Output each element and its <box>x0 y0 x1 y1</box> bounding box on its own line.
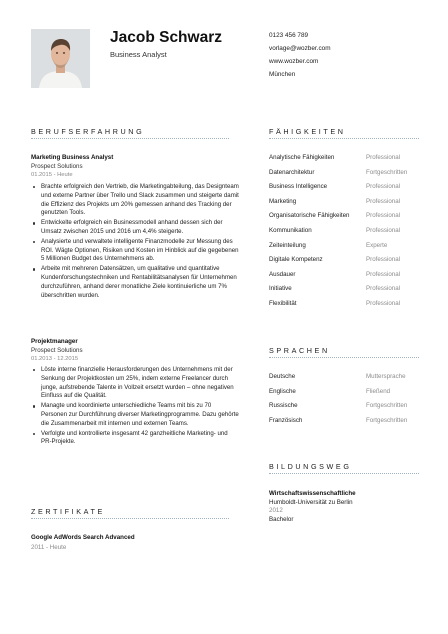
section-divider <box>31 138 229 139</box>
skill-row <box>269 242 419 257</box>
skill-level: Professional <box>366 197 401 205</box>
skill-name: Flexibilität <box>269 299 297 307</box>
language-name: Englische <box>269 387 296 395</box>
section-title-experience: BERUFSERFAHRUNG <box>31 127 145 136</box>
list-item: Entwickelte erfolgreich ein Businessmodell anhand dessen sich der Umsatz zwischen 2015 und 2016 um 4,4% steigerte. <box>41 219 239 237</box>
skill-row <box>269 169 419 184</box>
skill-row <box>269 285 419 300</box>
skill-row <box>269 183 419 198</box>
skill-level: Professional <box>366 183 401 191</box>
skill-level: Professional <box>366 285 401 293</box>
list-item: Brachte erfolgreich den Vertrieb, die Marketingabteilung, das Designteam und externe Partner über Trello und Slack zusammen und steigerte damit die Effizienz des Projekts um 20% gemessen anhand des Tracking der genutzten Tools. <box>41 183 239 217</box>
languages-list <box>269 373 419 431</box>
skill-level: Professional <box>366 226 401 234</box>
education-year: 2012 <box>269 507 283 514</box>
section-title-education: BILDUNGSWEG <box>269 462 352 471</box>
job-company: Prospect Solutions <box>31 347 83 354</box>
website-link: www.wozber.com <box>269 58 319 65</box>
language-level: Fortgeschritten <box>366 416 408 424</box>
skill-level: Experte <box>366 241 388 249</box>
skills-list <box>269 154 419 315</box>
section-title-certificates: ZERTIFIKATE <box>31 507 105 516</box>
language-row <box>269 388 419 403</box>
job-bullets <box>31 183 239 301</box>
skill-level: Professional <box>366 299 401 307</box>
skill-name: Digitale Kompetenz <box>269 256 323 264</box>
skill-name: Marketing <box>269 197 297 205</box>
skill-level: Professional <box>366 270 401 278</box>
skill-row <box>269 271 419 286</box>
section-title-skills: FÄHIGKEITEN <box>269 127 346 136</box>
skill-row <box>269 300 419 315</box>
skill-level: Professional <box>366 212 401 220</box>
skill-name: Kommunikation <box>269 226 312 234</box>
section-divider <box>269 138 419 139</box>
skill-name: Organisatorische Fähigkeiten <box>269 212 350 220</box>
skill-row <box>269 154 419 169</box>
skill-name: Analytische Fähigkeiten <box>269 154 335 161</box>
certificate-dates: 2011 - Heute <box>31 543 67 551</box>
certificate-title: Google AdWords Search Advanced <box>31 534 135 541</box>
skill-name: Business Intelligence <box>269 183 328 191</box>
skill-row <box>269 227 419 242</box>
language-row <box>269 417 419 432</box>
language-name: Russische <box>269 402 298 410</box>
job-title: Marketing Business Analyst <box>31 154 114 161</box>
section-divider <box>269 357 419 358</box>
section-divider <box>269 473 419 474</box>
language-level: Muttersprache <box>366 373 406 380</box>
list-item: Arbeite mit mehreren Datensätzen, um qualitative und quantitative Kundenforschungstechniken und Rentabilitätsanalysen für Unternehmen durchzuführen, anhand derer monatliche Ziele kontinuierliche um 7% überschritten wurden. <box>41 265 239 300</box>
language-name: Französisch <box>269 416 303 424</box>
skill-row <box>269 198 419 213</box>
skill-level: Professional <box>366 256 401 264</box>
skill-row <box>269 212 419 227</box>
skill-name: Datenarchitektur <box>269 168 315 176</box>
education-school: Humboldt-Universität zu Berlin <box>269 498 353 506</box>
skill-row <box>269 256 419 271</box>
contact-block <box>269 29 331 81</box>
language-row <box>269 373 419 388</box>
job-company: Prospect Solutions <box>31 163 83 170</box>
section-divider <box>31 518 229 519</box>
education-item <box>269 490 356 524</box>
language-level: Fortgeschritten <box>366 402 408 410</box>
job-bullets <box>31 366 239 448</box>
job-dates: 01.2013 - 12.2015 <box>31 356 79 362</box>
language-name: Deutsche <box>269 373 296 380</box>
skill-level: Fortgeschritten <box>366 168 408 176</box>
email-address: vorlage@wozber.com <box>269 45 331 52</box>
person-portrait-icon <box>31 29 90 88</box>
skill-name: Ausdauer <box>269 270 296 278</box>
list-item: Verfolgte und kontrollierte insgesamt 42 ganzheitliche Marketing- und PR-Projekte. <box>41 430 239 448</box>
list-item: Löste interne finanzielle Herausforderungen des Unternehmens mit der Senkung der Projektkosten um 25%, indem externe Freelancer durch junge, aufstrebende Talente in Vollzeit ersetzt wurden – ohne negativen Einfluss auf die Qualität. <box>41 366 239 401</box>
skill-name: Initiative <box>269 285 292 293</box>
skill-level: Professional <box>366 154 401 161</box>
job-dates: 01.2015 - Heute <box>31 172 73 178</box>
section-title-languages: SPRACHEN <box>269 346 330 355</box>
job-title: Projektmanager <box>31 338 78 345</box>
education-degree: Wirtschaftswissenschaftliche <box>269 490 356 497</box>
language-level: Fließend <box>366 387 391 395</box>
language-row <box>269 402 419 417</box>
candidate-name: Jacob Schwarz <box>110 29 222 46</box>
profile-photo <box>31 29 90 88</box>
list-item: Analysierte und verwaltete intelligente Finanzmodelle zur Messung des ROI. Wägte Optionen, Risiken und Kosten im Hinblick auf die gegebenen 5 Millionen Budget des Unternehmens ab. <box>41 237 239 263</box>
phone-number: 0123 456 789 <box>269 32 309 39</box>
certificate-item <box>31 533 135 552</box>
education-title: Bachelor <box>269 515 294 523</box>
skill-name: Zeiteinteilung <box>269 241 306 249</box>
city: München <box>269 71 296 78</box>
list-item: Managte und koordinierte unterschiedliche Teams mit bis zu 70 Personen zur Durchführung diverser Marketingprogramme. Dazu gehörte die Zusammenarbeit mit internen und externen Teams. <box>41 402 239 427</box>
candidate-role: Business Analyst <box>110 50 167 59</box>
